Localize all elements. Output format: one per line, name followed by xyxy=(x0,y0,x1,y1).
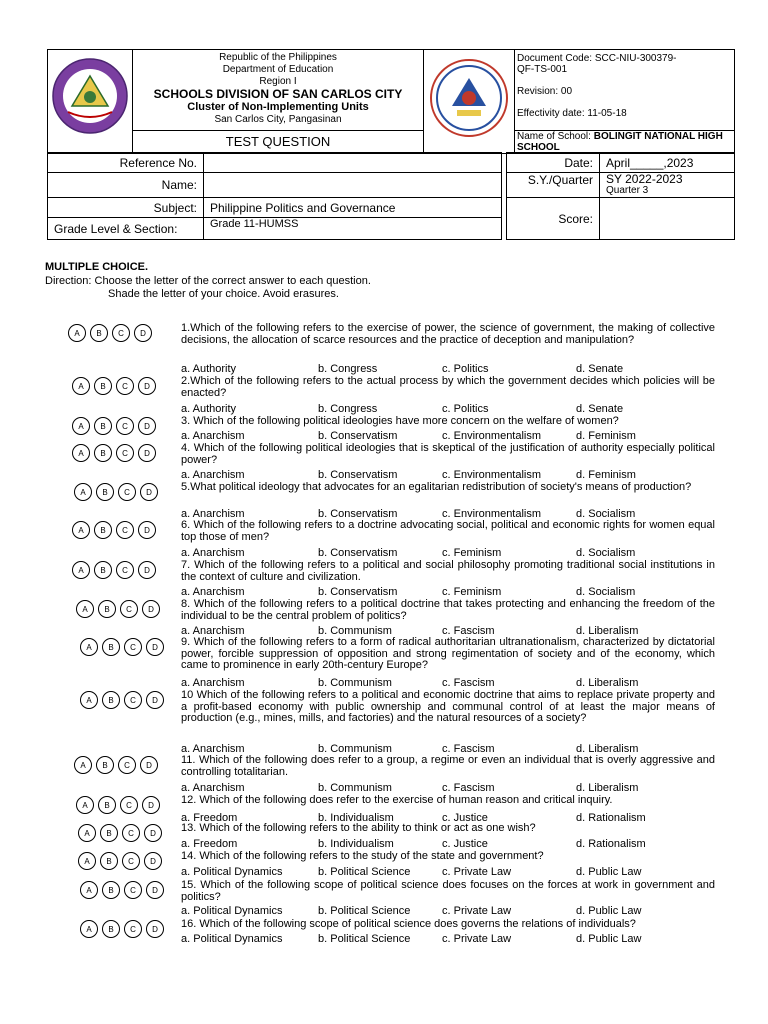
answer-bubble-c[interactable]: C xyxy=(116,521,134,539)
option-a: a. Political Dynamics xyxy=(181,933,283,945)
option-b: b. Political Science xyxy=(318,866,411,878)
department-text: Department of Education xyxy=(222,64,334,75)
grade-value: Grade 11-HUMSS xyxy=(204,218,502,240)
option-c: c. Environmentalism xyxy=(442,508,542,520)
cluster-name: Cluster of Non-Implementing Units xyxy=(187,101,369,113)
test-title: TEST QUESTION xyxy=(133,130,424,153)
answer-bubble-d[interactable]: D xyxy=(146,881,164,899)
grade-label: Grade Level & Section: xyxy=(48,218,204,240)
option-d: d. Public Law xyxy=(576,866,642,878)
option-b: b. Conservatism xyxy=(318,586,398,598)
answer-bubble-a[interactable]: A xyxy=(78,852,96,870)
answer-bubble-c[interactable]: C xyxy=(120,600,138,618)
division-info-cell xyxy=(133,50,424,131)
answer-bubbles xyxy=(78,824,162,842)
option-d: d. Liberalism xyxy=(576,677,639,689)
question-text: 15. Which of the following scope of political science does focuses on the forces at work in government and politics? xyxy=(181,879,715,903)
answer-bubble-c[interactable]: C xyxy=(122,824,140,842)
option-a: a. Anarchism xyxy=(181,586,245,598)
answer-bubble-c[interactable]: C xyxy=(124,881,142,899)
option-d: d. Senate xyxy=(576,403,624,415)
answer-bubble-a[interactable]: A xyxy=(78,824,96,842)
answer-bubbles xyxy=(80,920,164,938)
option-b: b. Conservatism xyxy=(318,469,398,481)
left-seal-cell xyxy=(48,50,133,154)
answer-bubble-b[interactable]: B xyxy=(94,521,112,539)
date-value: April_____,2023 xyxy=(600,153,735,173)
option-c: c. Environmentalism xyxy=(442,469,542,481)
option-c: c. Feminism xyxy=(442,547,502,559)
question-text: 1.Which of the following refers to the exercise of power, the science of government, the making of collective decisions, the allocation of scarce resources and the practice of deception and manipulation? xyxy=(181,322,715,346)
answer-bubble-d[interactable]: D xyxy=(144,852,162,870)
division-seal-icon xyxy=(48,50,132,148)
answer-bubble-a[interactable]: A xyxy=(68,324,86,342)
question-text: 2.Which of the following refers to the actual process by which the government decides which policies will be enacted? xyxy=(181,375,715,399)
option-a: a. Authority xyxy=(181,363,237,375)
answer-bubble-b[interactable]: B xyxy=(98,600,116,618)
option-d: d. Rationalism xyxy=(576,812,646,824)
answer-bubble-d[interactable]: D xyxy=(142,600,160,618)
option-b: b. Political Science xyxy=(318,905,411,917)
quarter-value: Quarter 3 xyxy=(606,185,649,196)
question-text: 7. Which of the following refers to a political and social philosophy promoting traditional social institutions in the context of culture and civilization. xyxy=(181,559,715,583)
answer-bubble-b[interactable]: B xyxy=(90,324,108,342)
answer-bubble-a[interactable]: A xyxy=(72,561,90,579)
answer-bubble-d[interactable]: D xyxy=(134,324,152,342)
question-text: 14. Which of the following refers to the study of the state and government? xyxy=(181,850,544,862)
option-d: d. Liberalism xyxy=(576,625,639,637)
answer-bubble-b[interactable]: B xyxy=(96,756,114,774)
answer-bubble-c[interactable]: C xyxy=(118,483,136,501)
answer-bubbles xyxy=(74,483,158,501)
answer-bubble-b[interactable]: B xyxy=(94,444,112,462)
option-a: a. Freedom xyxy=(181,838,238,850)
sy-value: SY 2022-2023 xyxy=(606,172,683,186)
option-a: a. Political Dynamics xyxy=(181,866,283,878)
student-info-table xyxy=(47,152,502,240)
question-text: 16. Which of the following scope of political science does governs the relations of individuals? xyxy=(181,918,636,930)
option-b: b. Conservatism xyxy=(318,430,398,442)
option-d: d. Socialism xyxy=(576,586,636,598)
option-c: c. Environmentalism xyxy=(442,430,542,442)
revision-text: Revision: 00 xyxy=(517,86,573,97)
option-b: b. Communism xyxy=(318,677,392,689)
answer-bubble-a[interactable]: A xyxy=(80,691,98,709)
sy-cell xyxy=(600,173,735,198)
answer-bubbles xyxy=(72,417,156,435)
option-c: c. Fascism xyxy=(442,677,495,689)
document-control-cell xyxy=(515,50,735,131)
option-a: a. Freedom xyxy=(181,812,238,824)
option-c: c. Private Law xyxy=(442,866,512,878)
reference-input[interactable] xyxy=(204,153,502,173)
option-a: a. Anarchism xyxy=(181,782,245,794)
answer-bubble-c[interactable]: C xyxy=(116,417,134,435)
answer-bubble-b[interactable]: B xyxy=(102,920,120,938)
school-seal-icon xyxy=(424,50,514,148)
option-c: c. Feminism xyxy=(442,586,502,598)
option-a: a. Anarchism xyxy=(181,625,245,637)
option-d: d. Public Law xyxy=(576,933,642,945)
right-seal-cell xyxy=(424,50,515,154)
option-d: d. Rationalism xyxy=(576,838,646,850)
score-label: Score: xyxy=(507,198,600,240)
effectivity-text: Effectivity date: 11-05-18 xyxy=(517,108,627,119)
answer-bubble-b[interactable]: B xyxy=(94,377,112,395)
option-a: a. Anarchism xyxy=(181,743,245,755)
option-b: b. Individualism xyxy=(318,812,394,824)
option-a: a. Anarchism xyxy=(181,677,245,689)
option-d: d. Liberalism xyxy=(576,782,639,794)
option-a: a. Anarchism xyxy=(181,547,245,559)
division-name: SCHOOLS DIVISION OF SAN CARLOS CITY xyxy=(153,87,403,101)
answer-bubble-d[interactable]: D xyxy=(140,483,158,501)
option-b: b. Political Science xyxy=(318,933,411,945)
option-b: b. Conservatism xyxy=(318,508,398,520)
answer-bubble-b[interactable]: B xyxy=(96,483,114,501)
answer-bubble-a[interactable]: A xyxy=(76,796,94,814)
answer-bubble-a[interactable]: A xyxy=(74,756,92,774)
answer-bubbles xyxy=(68,324,152,342)
answer-bubble-b[interactable]: B xyxy=(100,824,118,842)
school-name-cell xyxy=(515,130,735,153)
answer-bubble-b[interactable]: B xyxy=(102,881,120,899)
answer-bubble-b[interactable]: B xyxy=(94,561,112,579)
option-b: b. Communism xyxy=(318,625,392,637)
sy-label: S.Y./Quarter xyxy=(507,173,600,198)
reference-label: Reference No. xyxy=(48,153,204,173)
answer-bubble-c[interactable]: C xyxy=(116,444,134,462)
option-d: d. Feminism xyxy=(576,469,636,481)
question-text: 8. Which of the following refers to a political doctrine that takes protecting and enhancing the freedom of the individual to be the central problem of politics? xyxy=(181,598,715,622)
option-b: b. Individualism xyxy=(318,838,394,850)
option-d: d. Socialism xyxy=(576,508,636,520)
answer-bubble-a[interactable]: A xyxy=(74,483,92,501)
option-b: b. Communism xyxy=(318,743,392,755)
answer-bubble-d[interactable]: D xyxy=(144,824,162,842)
answer-bubble-d[interactable]: D xyxy=(138,561,156,579)
date-score-table xyxy=(506,152,735,240)
answer-bubble-d[interactable]: D xyxy=(146,638,164,656)
answer-bubble-b[interactable]: B xyxy=(102,691,120,709)
answer-bubble-c[interactable]: C xyxy=(124,638,142,656)
region-text: Region I xyxy=(259,76,297,87)
answer-bubble-d[interactable]: D xyxy=(146,920,164,938)
section-heading: MULTIPLE CHOICE. xyxy=(45,261,149,273)
direction-line: Direction: Choose the letter of the correct answer to each question. xyxy=(45,275,371,287)
option-a: a. Anarchism xyxy=(181,469,245,481)
option-c: c. Politics xyxy=(442,403,489,415)
date-label: Date: xyxy=(507,153,600,173)
answer-bubble-d[interactable]: D xyxy=(142,796,160,814)
answer-bubble-c[interactable]: C xyxy=(116,377,134,395)
answer-bubble-a[interactable]: A xyxy=(72,377,90,395)
answer-bubble-b[interactable]: B xyxy=(98,796,116,814)
option-c: c. Fascism xyxy=(442,743,495,755)
option-c: c. Fascism xyxy=(442,625,495,637)
answer-bubble-d[interactable]: D xyxy=(140,756,158,774)
answer-bubble-a[interactable]: A xyxy=(72,444,90,462)
option-c: c. Private Law xyxy=(442,933,512,945)
option-a: a. Anarchism xyxy=(181,508,245,520)
answer-bubble-c[interactable]: C xyxy=(120,796,138,814)
answer-bubble-a[interactable]: A xyxy=(72,521,90,539)
answer-bubbles xyxy=(74,756,158,774)
school-label: Name of School: xyxy=(517,130,594,142)
option-a: a. Anarchism xyxy=(181,430,245,442)
option-d: d. Feminism xyxy=(576,430,636,442)
question-text: 5.What political ideology that advocates for an egalitarian redistribution of society's means of production? xyxy=(181,481,692,493)
option-c: c. Politics xyxy=(442,363,489,375)
option-d: d. Public Law xyxy=(576,905,642,917)
answer-bubbles xyxy=(80,691,164,709)
option-a: a. Political Dynamics xyxy=(181,905,283,917)
question-text: 6. Which of the following refers to a doctrine advocating social, political and economic rights for women equal top those of men? xyxy=(181,519,715,543)
answer-bubble-b[interactable]: B xyxy=(100,852,118,870)
question-text: 13. Which of the following refers to the ability to think or act as one wish? xyxy=(181,822,536,834)
answer-bubbles xyxy=(72,377,156,395)
option-b: b. Congress xyxy=(318,403,378,415)
option-b: b. Conservatism xyxy=(318,547,398,559)
option-a: a. Authority xyxy=(181,403,237,415)
answer-bubble-d[interactable]: D xyxy=(138,521,156,539)
answer-bubbles xyxy=(76,600,160,618)
answer-bubble-a[interactable]: A xyxy=(80,638,98,656)
location-text: San Carlos City, Pangasinan xyxy=(214,114,342,125)
answer-bubble-a[interactable]: A xyxy=(80,920,98,938)
option-d: d. Senate xyxy=(576,363,624,375)
answer-bubble-b[interactable]: B xyxy=(102,638,120,656)
answer-bubble-d[interactable]: D xyxy=(146,691,164,709)
option-c: c. Fascism xyxy=(442,782,495,794)
answer-bubbles xyxy=(80,638,164,656)
answer-bubble-c[interactable]: C xyxy=(124,920,142,938)
option-d: d. Socialism xyxy=(576,547,636,559)
document-code: Document Code: SCC-NIU-300379-QF-TS-001 xyxy=(517,53,677,75)
answer-bubble-c[interactable]: C xyxy=(118,756,136,774)
answer-bubbles xyxy=(78,852,162,870)
school-name: BOLINGIT NATIONAL HIGH SCHOOL xyxy=(517,130,723,153)
question-text: 3. Which of the following political ideologies have more concern on the welfare of women? xyxy=(181,415,619,427)
republic-text: Republic of the Philippines xyxy=(219,52,337,63)
answer-bubble-c[interactable]: C xyxy=(122,852,140,870)
option-c: c. Justice xyxy=(442,838,488,850)
option-c: c. Justice xyxy=(442,812,488,824)
question-text: 11. Which of the following does refer to a group, a regime or even an individual that is overly aggressive and controlling totalitarian. xyxy=(181,754,715,778)
option-c: c. Private Law xyxy=(442,905,512,917)
answer-bubbles xyxy=(72,561,156,579)
answer-bubble-b[interactable]: B xyxy=(94,417,112,435)
score-input[interactable] xyxy=(600,198,735,240)
answer-bubble-a[interactable]: A xyxy=(80,881,98,899)
direction-line-2: Shade the letter of your choice. Avoid erasures. xyxy=(108,288,339,300)
document-header xyxy=(47,49,735,154)
answer-bubble-d[interactable]: D xyxy=(138,417,156,435)
subject-value: Philippine Politics and Governance xyxy=(204,198,502,218)
option-b: b. Congress xyxy=(318,363,378,375)
subject-label: Subject: xyxy=(48,198,204,218)
answer-bubbles xyxy=(72,444,156,462)
answer-bubble-d[interactable]: D xyxy=(138,444,156,462)
question-text: 9. Which of the following refers to a form of radical authoritarian ultranationalism, characterized by dictatorial power, forcible suppression of opposition and strong regimentation of society and of the economy, which came to prominence in early 20th-century Europe? xyxy=(181,636,715,671)
answer-bubbles xyxy=(76,796,160,814)
option-b: b. Communism xyxy=(318,782,392,794)
answer-bubble-d[interactable]: D xyxy=(138,377,156,395)
question-text: 4. Which of the following political ideologies that is skeptical of the justification of authority especially political power? xyxy=(181,442,715,466)
answer-bubble-c[interactable]: C xyxy=(112,324,130,342)
answer-bubble-c[interactable]: C xyxy=(116,561,134,579)
name-input[interactable] xyxy=(204,173,502,198)
answer-bubbles xyxy=(80,881,164,899)
answer-bubbles xyxy=(72,521,156,539)
question-text: 10 Which of the following refers to a political and economic doctrine that aims to replace private property and a profit-based economy with public ownership and communal control of at least the major means of production (e.g., mines, mills, and factories) and the natural resources of a society? xyxy=(181,689,715,724)
option-d: d. Liberalism xyxy=(576,743,639,755)
answer-bubble-a[interactable]: A xyxy=(72,417,90,435)
answer-bubble-a[interactable]: A xyxy=(76,600,94,618)
answer-bubble-c[interactable]: C xyxy=(124,691,142,709)
name-label: Name: xyxy=(48,173,204,198)
question-text: 12. Which of the following does refer to the exercise of human reason and critical inquiry. xyxy=(181,794,613,806)
